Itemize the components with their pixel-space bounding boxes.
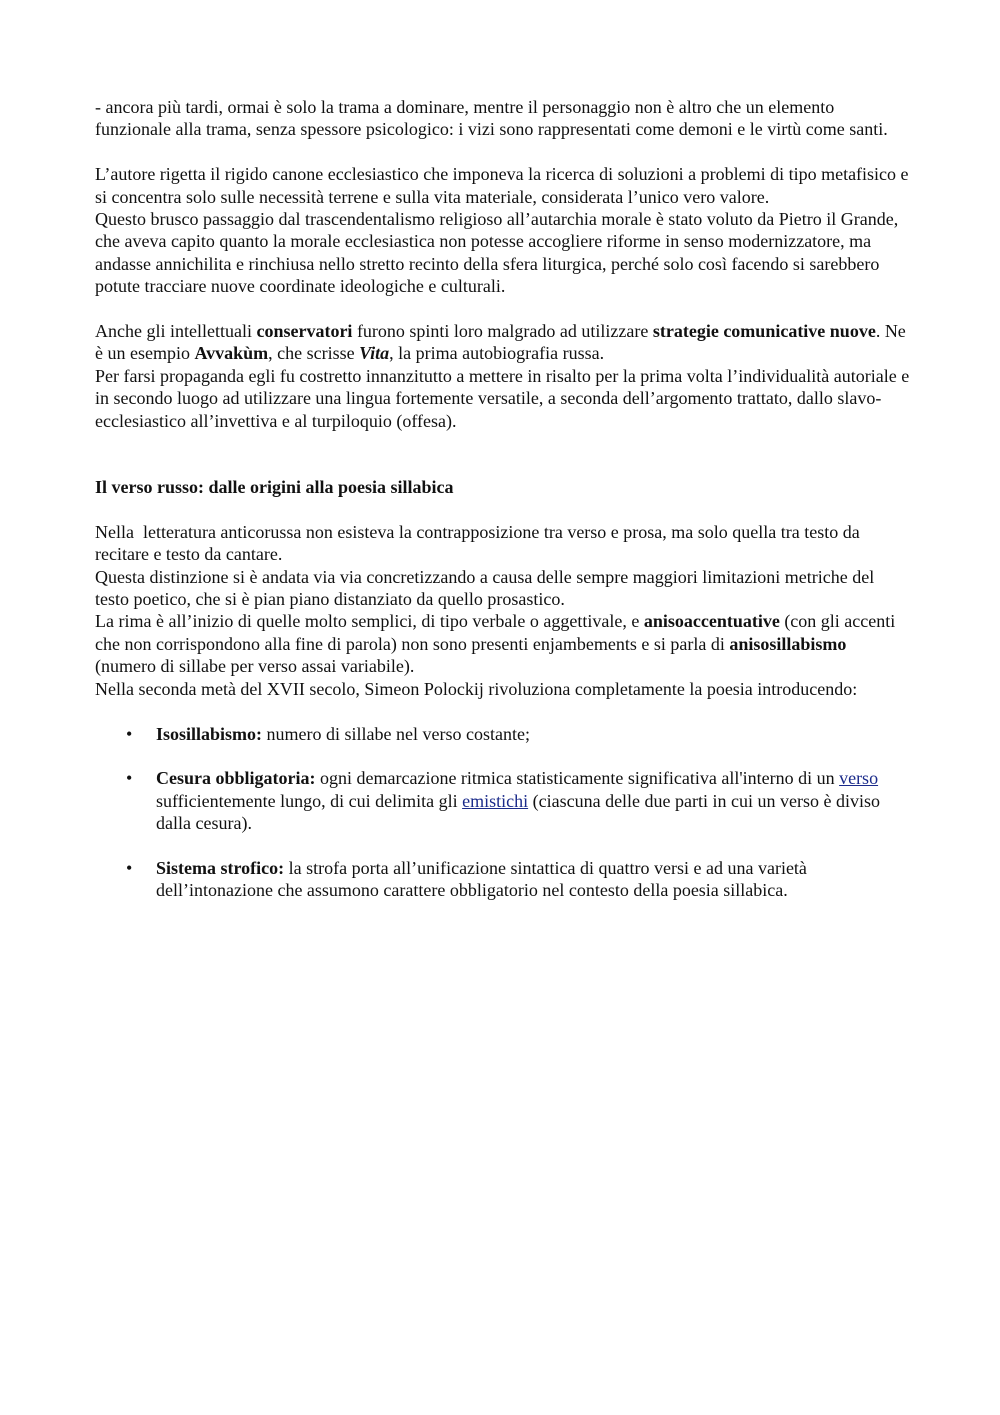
bullet-icon: • [126,857,133,878]
paragraph-canone: L’autore rigetta il rigido canone ecclesiastico che imponeva la ricerca di soluzioni a problemi di tipo metafisico e si concentra solo sulle necessità terrene e sulla vita materiale, considerata l’unico vero valore. [95,164,909,207]
bold-conservatori: conservatori [256,321,353,342]
bullet-term: Cesura obbligatoria: [156,768,316,789]
text-span: La rima è all’inizio di quelle molto semplici, di tipo verbale o aggettivale, e [95,611,644,632]
paragraph-propaganda: Per farsi propaganda egli fu costretto innanzitutto a mettere in risalto per la prima volta l’individualità autoriale e in secondo luogo ad utilizzare una lingua fortemente versatile, a seconda dell’argomento trattato, dallo slavo-ecclesiastico all’invettiva e al turpiloquio (offesa). [95,365,910,431]
bullet-text: ogni demarcazione ritmica statisticamente significativa all'interno di un [315,768,840,789]
bold-italic-vita: Vita [359,343,390,364]
bullet-list [95,723,910,902]
text-span: (con gli accenti che non corrispondono alla fine di parola) non sono presenti enjambements e si parla di [95,611,896,654]
text-span: , che scrisse [268,343,360,364]
bullet-text: sufficientemente lungo, di cui delimita gli [156,790,463,811]
bold-strategie: strategie comunicative nuove [652,321,876,342]
bullet-term: Isosillabismo: [156,723,263,744]
bullet-text: (ciascuna delle due parti in cui un verso è diviso dalla cesura). [156,790,880,834]
list-item [95,767,910,834]
bullet-icon: • [126,723,133,744]
bullet-icon: • [126,768,133,789]
bold-anisosillabismo: anisosillabismo [729,633,847,654]
paragraph-conservatori [95,320,910,365]
paragraph-distinzione: Questa distinzione si è andata via via concretizzando a causa delle sempre maggiori limitazioni metriche del testo poetico, che si è pian piano distanziato da quello prosastico. [95,566,875,610]
text-span: . Ne è un esempio [95,321,906,364]
bold-avvakum: Avvakùm [194,343,269,364]
paragraph-rima [95,610,910,677]
link-emistichi[interactable]: emistichi [462,790,529,811]
document-page [95,96,910,902]
text-span: furono spinti loro malgrado ad utilizzare [352,321,653,342]
bullet-term: Sistema strofico: [156,857,285,878]
bold-anisoaccentuative: anisoaccentuative [643,611,780,632]
text-span: , la prima autobiografia russa. [389,343,605,364]
list-item [95,857,910,902]
section-heading: Il verso russo: dalle origini alla poesia sillabica [95,477,454,498]
paragraph-trama: - ancora più tardi, ormai è solo la trama a dominare, mentre il personaggio non è altro che un elemento funzionale alla trama, senza spessore psicologico: i vizi sono rappresentati come demoni e le virtù come santi. [95,97,888,140]
paragraph-polockij: Nella seconda metà del XVII secolo, Simeon Polockij rivoluziona completamente la poesia introducendo: [95,678,858,699]
list-item [95,723,910,745]
bullet-text: la strofa porta all’unificazione sintattica di quattro versi e ad una varietà dell’intonazione che assumono carattere obbligatorio nel contesto della poesia sillabica. [156,857,807,901]
paragraph-pietro: Questo brusco passaggio dal trascendentalismo religioso all’autarchia morale è stato voluto da Pietro il Grande, che aveva capito quanto la morale ecclesiastica non potesse accogliere riforme in senso modernizzatore, ma andasse annichilita e rinchiusa nello stretto recinto della sfera liturgica, perché solo così facendo si sarebbero potute tracciare nuove coordinate ideologiche e culturali. [95,209,899,297]
paragraph-verso-prosa: Nella letteratura anticorussa non esisteva la contrapposizione tra verso e prosa, ma solo quella tra testo da recitare e testo da cantare. [95,521,865,565]
link-verso[interactable]: verso [839,768,879,789]
text-span: (numero di sillabe per verso assai variabile). [95,656,415,677]
text-span: Anche gli intellettuali [95,321,257,342]
bullet-text: numero di sillabe nel verso costante; [262,723,530,744]
